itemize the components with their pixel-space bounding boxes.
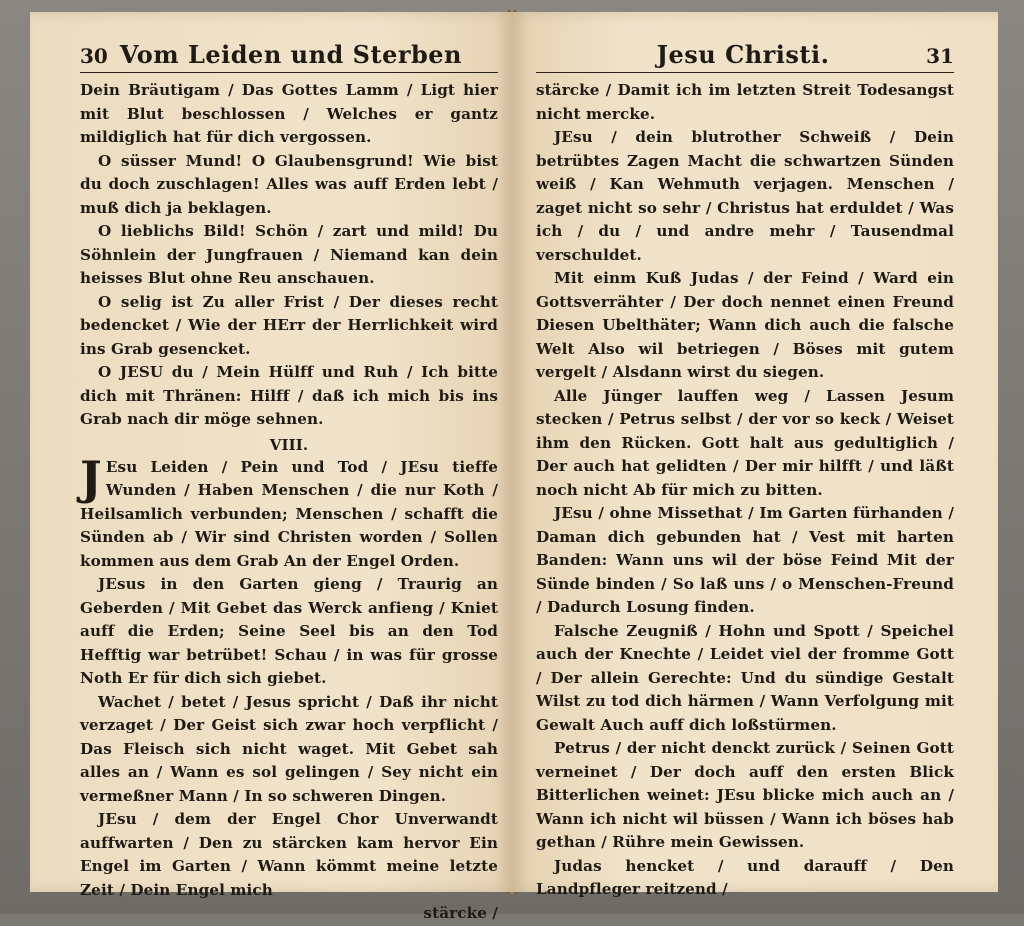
left-text-block	[80, 79, 498, 926]
paragraph: Falsche Zeugniß / Hohn und Spott / Speichel auch der Knechte / Leidet viel der fromme Gott / Der allein Gerechte: Und du sündige Gestalt Wilst zu tod dich härmen / Wann Verfolgung mit Gewalt Auch auff dich loßstürmen.	[536, 621, 954, 734]
right-page	[512, 12, 998, 898]
paragraph: Wachet / betet / Jesus spricht / Daß ihr nicht verzaget / Der Geist sich zwar hoch verpflicht / Das Fleisch sich nicht waget. Mit Gebet sah alles an / Wann es sol gelingen / Sey nicht ein vermeßner Mann / In so schweren Dingen.	[80, 692, 498, 805]
paragraph: O lieblichs Bild! Schön / zart und mild! Du Söhnlein der Jungfrauen / Niemand kan dein heisses Blut ohne Reu anschauen.	[80, 222, 498, 287]
paragraph: stärcke / Damit ich im letzten Streit Todesangst nicht mercke.	[536, 81, 954, 123]
paragraph: O JESU du / Mein Hülff und Ruh / Ich bitte dich mit Thränen: Hilff / daß ich mich bis ins Grab nach dir möge sehnen.	[80, 363, 498, 428]
drop-cap: J	[80, 450, 102, 505]
paragraph: JEsu / dem der Engel Chor Unverwandt auffwarten / Den zu stärcken kam hervor Ein Engel im Garten / Wann kömmt meine letzte Zeit / Dein Engel mich	[80, 810, 498, 899]
right-running-head	[536, 40, 954, 73]
catchword: stärcke /	[423, 904, 498, 922]
section-number: VIII.	[269, 435, 309, 454]
paragraph: O süsser Mund! O Glaubensgrund! Wie bist du doch zuschlagen! Alles was auff Erden lebt / muß dich ja beklagen.	[80, 151, 498, 217]
paragraph: Judas hencket / und darauff / Den Landpfleger reitzend /	[536, 856, 954, 898]
paragraph: Alle Jünger lauffen weg / Lassen Jesum stecken / Petrus selbst / der vor so keck / Weiset ihm den Rücken. Gott halt aus gedultiglich / Der auch hat gelidten / Der mir hilfft / und läßt noch nicht Ab für mich zu bitten.	[536, 386, 954, 499]
paragraph-text: Esu Leiden / Pein und Tod / JEsu tieffe Wunden / Haben Menschen / die nur Koth / Heilsamlich verbunden; Menschen / schafft die Sünden ab / Wir sind Christen worden / Sollen kommen aus dem Grab An der Engel Orden.	[80, 457, 498, 570]
right-text-block	[536, 79, 954, 902]
paragraph: Dein Bräutigam / Das Gottes Lamm / Ligt hier mit Blut beschlossen / Welches er gantz mildiglich hat für dich vergossen.	[80, 81, 498, 146]
left-head-title: Vom Leiden und Sterben	[119, 40, 462, 69]
left-page-number: 30	[80, 44, 108, 68]
paragraph: JEsus in den Garten gieng / Traurig an Geberden / Mit Gebet das Werck anfieng / Kniet auff die Erden; Seine Seel bis an den Tod Hefftig war betrübet! Schau / in was für grosse Noth Er für dich sich giebet.	[80, 575, 498, 687]
right-head-title: Jesu Christi.	[656, 40, 830, 69]
section-first-paragraph	[80, 450, 498, 574]
paragraph: O selig ist Zu aller Frist / Der dieses recht bedencket / Wie der HErr der Herrlichkeit wird ins Grab gesencket.	[80, 292, 498, 358]
left-running-head	[80, 40, 498, 73]
left-page	[30, 12, 512, 922]
right-page-number: 31	[926, 44, 954, 68]
paragraph: Mit einm Kuß Judas / der Feind / Ward ein Gottsverrähter / Der doch nennet einen Freund Diesen Ubelthäter; Wann dich auch die falsche Welt Also wil betriegen / Böses mit gutem vergelt / Alsdann wirst du siegen.	[536, 269, 954, 381]
paragraph: Petrus / der nicht denckt zurück / Seinen Gott verneinet / Der doch auff den ersten Blick Bitterlichen weinet: JEsu blicke mich auch an / Wann ich nicht wil büssen / Wann ich böses hab gethan / Rühre mein Gewissen.	[536, 739, 954, 851]
paragraph: JEsu / ohne Missethat / Im Garten fürhanden / Daman dich gebunden hat / Vest mit harten Banden: Wann uns wil der böse Feind Mit der Sünde binden / So laß uns / o Menschen-Freund / Dadurch Losung finden.	[536, 504, 954, 616]
paragraph: JEsu / dein blutrother Schweiß / Dein betrübtes Zagen Macht die schwartzen Sünden weiß / Kan Wehmuth verjagen. Menschen / zaget nicht so sehr / Christus hat erduldet / Was ich / du / und andre mehr / Tausendmal verschuldet.	[536, 128, 954, 264]
